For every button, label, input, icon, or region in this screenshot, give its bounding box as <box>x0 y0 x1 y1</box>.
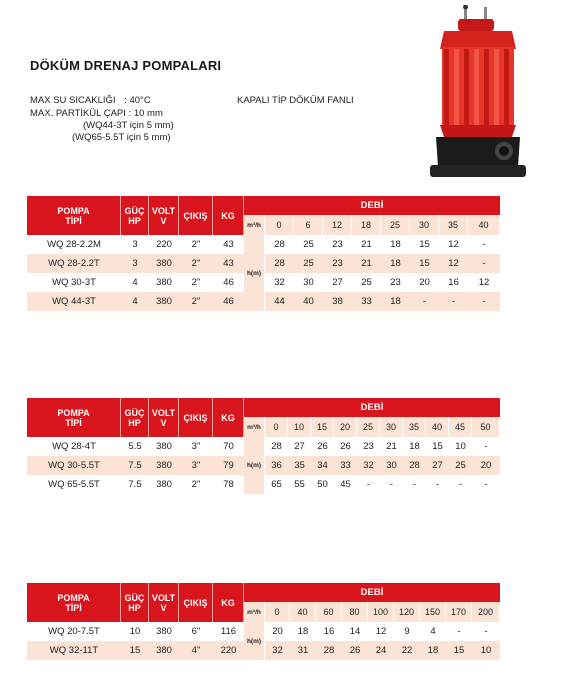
col-volt-header: VOLT V <box>149 583 179 622</box>
pump-kg: 220 <box>213 641 244 660</box>
flow-value: 6 <box>294 215 323 235</box>
head-value: 10 <box>472 641 500 660</box>
flow-value: 25 <box>381 215 410 235</box>
pump-hp: 7.5 <box>121 456 149 475</box>
pump-name: WQ 20-7.5T <box>48 626 100 637</box>
head-value: 20 <box>472 456 500 475</box>
pump-hp: 4 <box>121 292 149 311</box>
head-value: 32 <box>357 456 380 475</box>
head-value: 18 <box>409 441 420 452</box>
spec-particle-value: : 10 mm <box>128 108 163 119</box>
pump-outlet: 3" <box>191 441 201 452</box>
col-guc-header: GÜÇ HP <box>121 398 149 437</box>
head-value: 4 <box>430 626 436 637</box>
head-value: 28 <box>316 641 342 660</box>
pump-outlet: 2" <box>179 292 213 311</box>
head-value: 23 <box>363 441 374 452</box>
flow-value: 45 <box>449 417 472 437</box>
pump-image <box>428 5 532 183</box>
pump-outlet: 6" <box>191 626 201 637</box>
pump-volt: 380 <box>149 292 179 311</box>
head-value: 9 <box>404 626 410 637</box>
head-value: 65 <box>271 479 282 490</box>
head-value: 35 <box>288 456 311 475</box>
head-value: 34 <box>311 456 334 475</box>
flow-value: 80 <box>342 602 368 622</box>
debi-header: DEBİ <box>244 583 500 602</box>
head-value: 16 <box>448 277 459 288</box>
col-volt-header: VOLT V <box>149 196 179 235</box>
head-value: 26 <box>317 441 328 452</box>
head-value: - <box>412 479 417 490</box>
pump-kg: 116 <box>220 626 237 637</box>
flow-value: 30 <box>380 417 403 437</box>
pump-hp: 5.5 <box>128 441 142 452</box>
pump-kg: 70 <box>223 441 234 452</box>
head-value: 18 <box>381 292 410 311</box>
pump-outlet: 4" <box>179 641 213 660</box>
head-value: 23 <box>390 277 401 288</box>
head-value: 25 <box>361 277 372 288</box>
pump-hp: 15 <box>121 641 149 660</box>
head-value: 21 <box>386 441 397 452</box>
head-unit: h(m) <box>244 622 265 660</box>
pump-table-2 <box>27 398 500 494</box>
head-value: - <box>439 292 468 311</box>
pump-name: WQ 28-4T <box>52 441 96 452</box>
flow-value: 35 <box>403 417 426 437</box>
debi-header: DEBİ <box>244 398 500 417</box>
debi-header: DEBİ <box>244 196 500 215</box>
head-value: 18 <box>390 239 401 250</box>
pump-kg: 43 <box>213 254 244 273</box>
col-kg-header: KG <box>213 398 244 437</box>
head-value: 20 <box>272 626 283 637</box>
head-value: 27 <box>294 441 305 452</box>
col-pompa-header: POMPA TİPİ <box>27 398 121 437</box>
flow-value: 25 <box>357 417 380 437</box>
pump-volt: 380 <box>156 277 172 288</box>
head-value: 22 <box>394 641 420 660</box>
pump-name: WQ 30-3T <box>52 277 96 288</box>
head-value: 26 <box>340 441 351 452</box>
table-row <box>27 437 500 456</box>
head-value: 26 <box>342 641 368 660</box>
head-value: 38 <box>323 292 352 311</box>
head-value: 28 <box>274 239 285 250</box>
head-value: 28 <box>271 441 282 452</box>
flow-value: 30 <box>410 215 439 235</box>
flow-value: 40 <box>290 602 316 622</box>
col-kg-header: KG <box>213 583 244 622</box>
spec-note-2: (WQ65-5.5T için 5 mm) <box>72 132 171 143</box>
flow-value: 0 <box>265 417 288 437</box>
pump-volt: 380 <box>156 626 172 637</box>
flow-unit: m³/h <box>244 602 265 622</box>
head-value: - <box>468 254 500 273</box>
spec-max-temp <box>30 95 151 106</box>
flow-value: 15 <box>311 417 334 437</box>
head-value: 32 <box>274 277 285 288</box>
col-cikis-header: ÇIKIŞ <box>179 583 213 622</box>
pump-kg: 43 <box>223 239 234 250</box>
pump-hp: 7.5 <box>128 479 142 490</box>
head-value: - <box>457 626 461 637</box>
flow-value: 0 <box>265 602 290 622</box>
col-cikis-header: ÇIKIŞ <box>179 196 213 235</box>
head-value: 33 <box>352 292 381 311</box>
head-value: 12 <box>448 239 459 250</box>
col-pompa-header: POMPA TİPİ <box>27 583 121 622</box>
head-value: 18 <box>420 641 446 660</box>
head-value: 10 <box>455 441 466 452</box>
head-value: 15 <box>432 441 443 452</box>
pump-kg: 78 <box>223 479 234 490</box>
head-value: 12 <box>375 626 387 637</box>
head-value: - <box>484 441 488 452</box>
head-value: - <box>435 479 440 490</box>
head-value: - <box>410 292 439 311</box>
head-unit: h(m) <box>244 437 265 494</box>
spec-max-temp-label: MAX SU SICAKLIĞI <box>30 95 116 106</box>
flow-unit: m³/h <box>244 215 265 235</box>
head-value: 23 <box>332 239 343 250</box>
flow-value: 100 <box>368 602 394 622</box>
head-value: - <box>389 479 394 490</box>
flow-value: 50 <box>472 417 500 437</box>
pump-volt: 380 <box>149 456 179 475</box>
flow-value: 0 <box>265 215 294 235</box>
pump-name: WQ 30-5.5T <box>27 456 121 475</box>
pump-hp: 3 <box>132 239 138 250</box>
head-value: - <box>484 626 488 637</box>
pump-name: WQ 65-5.5T <box>48 479 100 490</box>
pump-hp: 3 <box>121 254 149 273</box>
pump-volt: 380 <box>149 641 179 660</box>
head-value: 30 <box>380 456 403 475</box>
head-value: 12 <box>478 277 490 288</box>
head-value: 40 <box>294 292 323 311</box>
head-value: 20 <box>419 277 430 288</box>
pump-hp: 4 <box>132 277 138 288</box>
head-value: 30 <box>303 277 314 288</box>
head-value: - <box>482 239 486 250</box>
head-value: 15 <box>446 641 472 660</box>
head-value: 55 <box>294 479 305 490</box>
head-value: - <box>366 479 371 490</box>
spec-particle-label: MAX. PARTİKÜL ÇAPI <box>30 108 126 119</box>
head-value: 21 <box>352 254 381 273</box>
pump-name: WQ 44-3T <box>27 292 121 311</box>
pump-hp: 10 <box>129 626 141 637</box>
head-value: 28 <box>403 456 426 475</box>
flow-value: 60 <box>316 602 342 622</box>
pump-kg: 46 <box>213 292 244 311</box>
flow-value: 40 <box>426 417 449 437</box>
flow-value: 35 <box>439 215 468 235</box>
page-title: DÖKÜM DRENAJ POMPALARI <box>30 58 222 73</box>
flow-value: 170 <box>446 602 472 622</box>
pump-outlet: 2" <box>191 479 201 490</box>
pump-outlet: 2" <box>191 239 201 250</box>
head-value: 14 <box>349 626 361 637</box>
head-value: 25 <box>449 456 472 475</box>
head-value: 25 <box>303 239 314 250</box>
flow-value: 12 <box>323 215 352 235</box>
head-value: 18 <box>297 626 309 637</box>
head-value: 27 <box>332 277 343 288</box>
flow-value: 40 <box>468 215 500 235</box>
col-pompa-header: POMPA TİPİ <box>27 196 121 235</box>
head-value: 31 <box>290 641 316 660</box>
spec-note-1: (WQ44-3T için 5 mm) <box>83 120 174 131</box>
head-value: 15 <box>410 254 439 273</box>
pump-kg: 46 <box>223 277 234 288</box>
head-value: 33 <box>334 456 357 475</box>
pump-outlet: 3" <box>179 456 213 475</box>
spec-max-temp-value: : 40°C <box>124 95 151 106</box>
pump-outlet: 2" <box>191 277 201 288</box>
col-guc-header: GÜÇ HP <box>121 196 149 235</box>
pump-volt: 220 <box>156 239 172 250</box>
spec-impeller: KAPALI TİP DÖKÜM FANLI <box>237 95 354 106</box>
head-value: 18 <box>381 254 410 273</box>
head-value: - <box>458 479 463 490</box>
head-value: 21 <box>361 239 372 250</box>
pump-outlet: 2" <box>179 254 213 273</box>
pump-volt: 380 <box>149 254 179 273</box>
table-row <box>27 622 500 641</box>
head-value: 12 <box>439 254 468 273</box>
pump-name: WQ 32-11T <box>27 641 121 660</box>
head-value: 44 <box>265 292 294 311</box>
col-volt-header: VOLT V <box>149 398 179 437</box>
flow-value: 200 <box>472 602 500 622</box>
head-value: 28 <box>265 254 294 273</box>
pump-name: WQ 28-2.2M <box>47 239 101 250</box>
pump-table-1 <box>27 196 500 311</box>
spec-particle <box>30 108 163 119</box>
flow-unit: m³/h <box>244 417 265 437</box>
flow-value: 10 <box>288 417 311 437</box>
head-value: 23 <box>323 254 352 273</box>
flow-value: 18 <box>352 215 381 235</box>
head-value: 24 <box>368 641 394 660</box>
col-guc-header: GÜÇ HP <box>121 583 149 622</box>
flow-value: 120 <box>394 602 420 622</box>
flow-value: 20 <box>334 417 357 437</box>
head-value: 16 <box>323 626 335 637</box>
pump-volt: 380 <box>156 479 172 490</box>
head-value: 27 <box>426 456 449 475</box>
col-kg-header: KG <box>213 196 244 235</box>
head-value: 45 <box>340 479 351 490</box>
head-value: 32 <box>265 641 290 660</box>
col-cikis-header: ÇIKIŞ <box>179 398 213 437</box>
head-value: 25 <box>294 254 323 273</box>
head-value: 36 <box>265 456 288 475</box>
pump-table-3 <box>27 583 500 660</box>
head-value: - <box>484 479 488 490</box>
head-value: - <box>468 292 500 311</box>
pump-name: WQ 28-2.2T <box>27 254 121 273</box>
flow-value: 150 <box>420 602 446 622</box>
head-value: 15 <box>419 239 430 250</box>
head-unit: h(m) <box>244 235 265 311</box>
pump-kg: 79 <box>213 456 244 475</box>
pump-volt: 380 <box>156 441 172 452</box>
table-row <box>27 235 500 254</box>
head-value: 50 <box>317 479 328 490</box>
